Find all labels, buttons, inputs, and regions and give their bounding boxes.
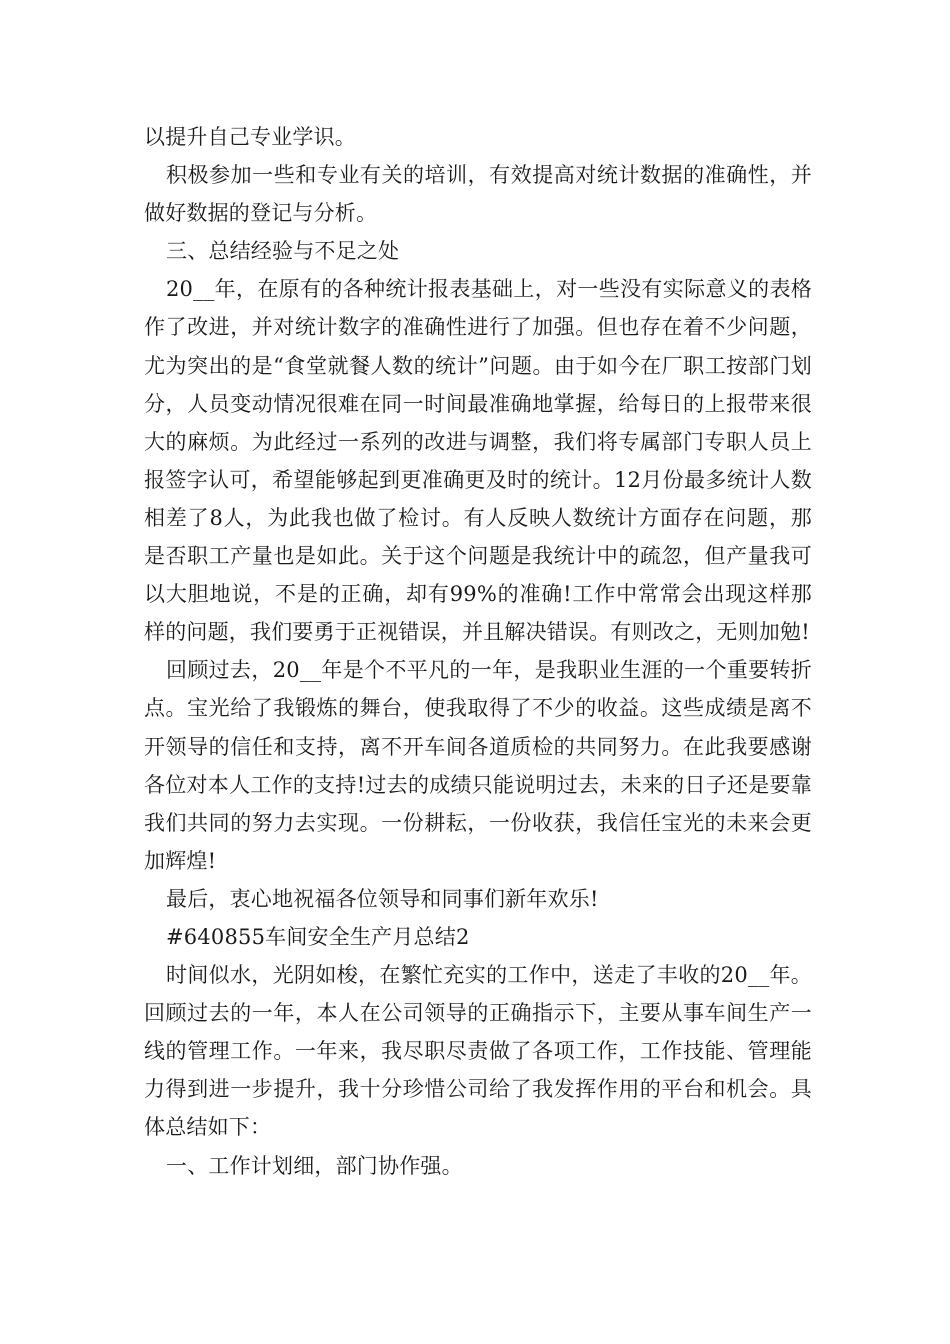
paragraph: 以提升自己专业学识。 bbox=[144, 125, 356, 149]
paragraph: 时间似水，光阴如梭，在繁忙充实的工作中，送走了丰收的20__年。回顾过去的一年，本人在公司领导的正确指示下，主要从事车间生产一线的管理工作。一年来，我尽职尽责做了各项工作，工作技能、管理能力得到进一步提升，我十分珍惜公司给了我发挥作用的平台和机会。具体总结如下： bbox=[144, 963, 812, 1140]
paragraph: 最后，衷心地祝福各位领导和同事们新年欢乐! bbox=[166, 886, 599, 911]
paragraph: 回顾过去，20__年是个不平凡的一年，是我职业生涯的一个重要转折点。宝光给了我锻炼的舞台，使我取得了不少的收益。这些成绩是离不开领导的信任和支持，离不开车间各道质检的共同努力。在此我要感谢各位对本人工作的支持!过去的成绩只能说明过去，未来的日子还是要靠我们共同的努力去实现。一份耕耘，一份收获，我信任宝光的未来会更加辉煌! bbox=[144, 658, 812, 873]
paragraph: 20__年，在原有的各种统计报表基础上，对一些没有实际意义的表格作了改进，并对统计数字的准确性进行了加强。但也存在着不少问题，尤为突出的是“食堂就餐人数的统计”问题。由于如今在厂职工按部门划分，人员变动情况很难在同一时间最准确地掌握，给每日的上报带来很大的麻烦。为此经过一系列的改进与调整，我们将专属部门专职人员上报签字认可，希望能够起到更准确更及时的统计。12月份最多统计人数相差了8人，为此我也做了检讨。有人反映人数统计方面存在问题，那是否职工产量也是如此。关于这个问题是我统计中的疏忽，但产量我可以大胆地说，不是的正确，却有99%的准确!工作中常常会出现这样那样的问题，我们要勇于正视错误，并且解决错误。有则改之，无则加勉! bbox=[144, 277, 812, 645]
section-heading: 三、总结经验与不足之处 bbox=[166, 239, 400, 264]
document-page bbox=[144, 118, 812, 1185]
document-title: #640855车间安全生产月总结2 bbox=[166, 924, 470, 949]
paragraph: 积极参加一些和专业有关的培训，有效提高对统计数据的准确性，并做好数据的登记与分析。 bbox=[144, 163, 812, 226]
section-heading: 一、工作计划细，部门协作强。 bbox=[166, 1153, 463, 1178]
